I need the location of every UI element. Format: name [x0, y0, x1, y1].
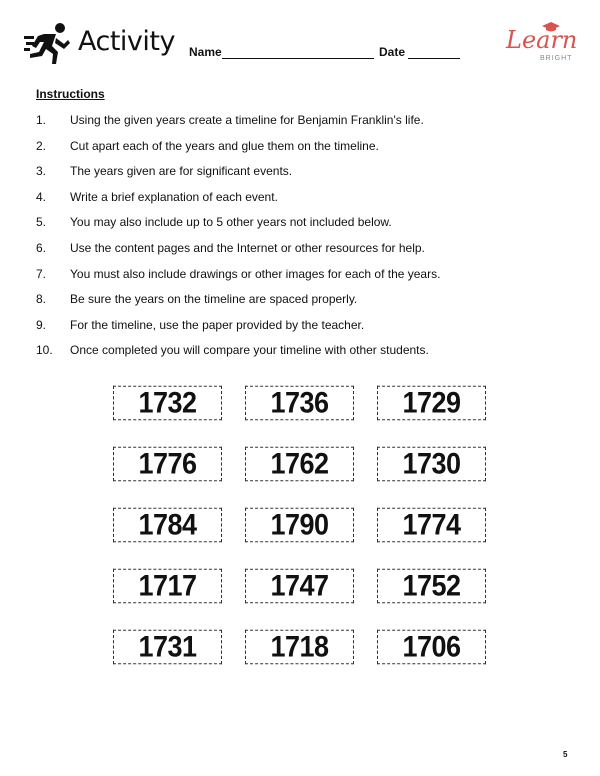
instruction-text: Once completed you will compare your timeline with other students.: [70, 343, 429, 358]
year-card[interactable]: 1747: [245, 569, 354, 604]
year-cards-grid: [113, 387, 487, 663]
instruction-item: [36, 164, 556, 190]
instructions-heading: Instructions: [36, 87, 105, 101]
running-person-icon: [24, 22, 72, 66]
logo-subtitle: BRIGHT: [540, 55, 573, 62]
instruction-number: 3.: [36, 164, 47, 179]
instruction-item: [36, 190, 556, 216]
instructions-list: [36, 113, 556, 369]
instruction-item: [36, 113, 556, 139]
instruction-item: [36, 343, 556, 369]
instruction-number: 8.: [36, 292, 47, 307]
year-card[interactable]: 1790: [245, 508, 354, 543]
instruction-item: [36, 241, 556, 267]
instruction-item: [36, 292, 556, 318]
activity-title: Activity: [78, 26, 175, 57]
year-card[interactable]: 1776: [113, 447, 222, 482]
name-field-line[interactable]: [222, 58, 374, 59]
instruction-text: Using the given years create a timeline for Benjamin Franklin's life.: [70, 113, 424, 127]
instruction-text: The years given are for significant events.: [70, 164, 293, 179]
instruction-item: [36, 267, 556, 293]
page-number: 5: [563, 750, 568, 759]
logo-wordmark: Learn: [506, 26, 578, 54]
instruction-number: 10.: [36, 343, 53, 358]
instruction-text: Write a brief explanation of each event.: [70, 189, 278, 204]
learn-bright-logo: [504, 22, 584, 68]
instruction-item: [36, 139, 556, 165]
instruction-number: 9.: [36, 317, 47, 332]
instruction-number: 2.: [36, 138, 47, 153]
year-card[interactable]: 1730: [377, 447, 486, 482]
year-card[interactable]: 1706: [377, 630, 486, 665]
instruction-number: 5.: [36, 215, 47, 230]
instruction-number: 6.: [36, 240, 47, 255]
year-card[interactable]: 1762: [245, 447, 354, 482]
instruction-text: Be sure the years on the timeline are spaced properly.: [70, 292, 358, 307]
instruction-number: 1.: [36, 113, 47, 127]
year-card[interactable]: 1732: [113, 386, 222, 421]
name-label: Name: [189, 45, 222, 59]
instruction-text: Use the content pages and the Internet or other resources for help.: [70, 240, 425, 255]
year-card[interactable]: 1717: [113, 569, 222, 604]
year-card[interactable]: 1731: [113, 630, 222, 665]
instruction-text: Cut apart each of the years and glue them on the timeline.: [70, 138, 379, 153]
year-card[interactable]: 1729: [377, 386, 486, 421]
year-card[interactable]: 1784: [113, 508, 222, 543]
date-field-line[interactable]: [408, 58, 460, 59]
year-card[interactable]: 1736: [245, 386, 354, 421]
instruction-text: For the timeline, use the paper provided by the teacher.: [70, 317, 365, 332]
instruction-item: [36, 318, 556, 344]
year-card[interactable]: 1752: [377, 569, 486, 604]
instruction-number: 4.: [36, 189, 47, 204]
instruction-item: [36, 215, 556, 241]
date-label: Date: [379, 45, 406, 59]
instruction-text: You may also include up to 5 other years not included below.: [70, 215, 392, 230]
instruction-number: 7.: [36, 266, 47, 281]
year-card[interactable]: 1718: [245, 630, 354, 665]
year-card[interactable]: 1774: [377, 508, 486, 543]
instruction-text: You must also include drawings or other images for each of the years.: [70, 266, 441, 281]
